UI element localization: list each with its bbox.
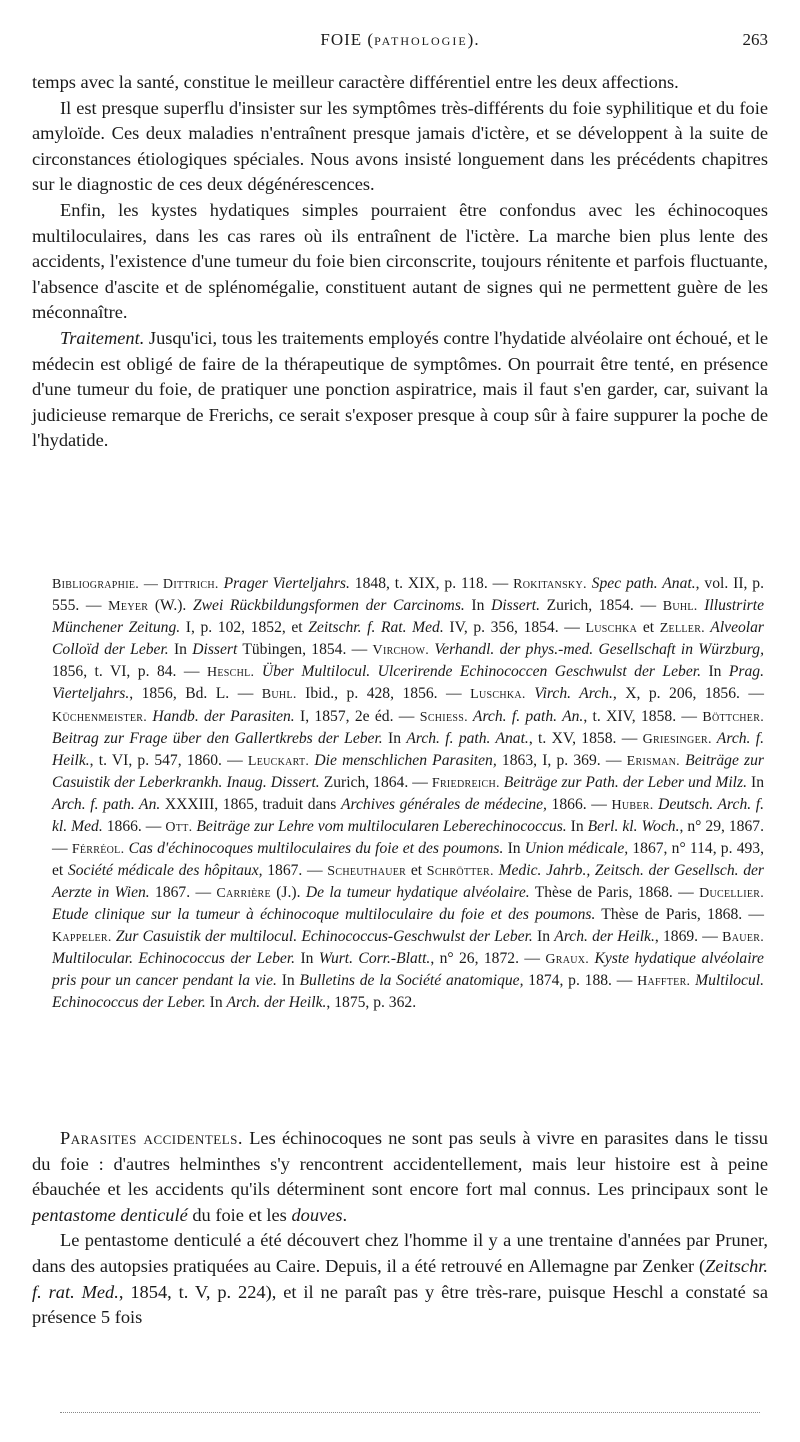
paragraph-treatment: Traitement. Jusqu'ici, tous les traitements employés contre l'hydatide alvéolaire ont échoué, et le médecin est obligé de faire de la thérapeutique de symptômes. On pourrait être tenté, en présence d'une tumeur du foie, de pratiquer une ponction aspiratrice, mais il faut s'en garder, car, suivant la judicieuse remarque de Frerichs, ce serait s'exposer presque à coup sûr à faire suppurer la poche de l'hydatide.	[32, 327, 768, 451]
running-title-smallcaps: PATHOLOGIE	[374, 34, 468, 48]
treatment-heading: Traitement.	[60, 327, 145, 348]
bibliography	[52, 573, 764, 1013]
page-number: 263	[742, 30, 768, 49]
running-header	[32, 30, 768, 58]
bibliography-paragraph: Bibliographie. — Dittrich. Prager Vierteljahrs. 1848, t. XIX, p. 118. — Rokitansky. Spec path. Anat., vol. II, p. 555. — Meyer (W.). Zwei Rückbildungsformen der Carcinoms. In Dissert. Zurich, 1854. — Buhl. Illustrirte Münchener Zeitung. I, p. 102, 1852, et Zeitschr. f. Rat. Med. IV, p. 356, 1854. — Luschka et Zeller. Alveolar Colloïd der Leber. In Dissert Tübingen, 1854. — Virchow. Verhandl. der phys.-med. Gesellschaft in Würzburg, 1856, t. VI, p. 84. — Heschl. Über Multilocul. Ulcerirende Echinococcen Geschwulst der Leber. In Prag. Vierteljahrs., 1856, Bd. L. — Buhl. Ibid., p. 428, 1856. — Luschka. Virch. Arch., X, p. 206, 1856. — Küchenmeister. Handb. der Parasiten. I, 1857, 2e éd. — Schiess. Arch. f. path. An., t. XIV, 1858. — Böttcher. Beitrag zur Frage über den Gallertkrebs der Leber. In Arch. f. path. Anat., t. XV, 1858. — Griesinger. Arch. f. Heilk., t. VI, p. 547, 1860. — Leuckart. Die menschlichen Parasiten, 1863, I, p. 369. — Erisman. Beiträge zur Casuistik der Leberkrankh. Inaug. Dissert. Zurich, 1864. — Friedreich. Beiträge zur Path. der Leber und Milz. In Arch. f. path. An. XXXIII, 1865, traduit dans Archives générales de médecine, 1866. — Huber. Deutsch. Arch. f. kl. Med. 1866. — Ott. Beiträge zur Lehre vom multilocularen Leberechinococcus. In Berl. kl. Woch., n° 29, 1867. — Férréol. Cas d'échinocoques multiloculaires du foie et des poumons. In Union médicale, 1867, n° 114, p. 493, et Société médicale des hôpitaux, 1867. — Scheuthauer et Schrötter. Medic. Jahrb., Zeitsch. der Gesellsch. der Aerzte in Wien. 1867. — Carrière (J.). De la tumeur hydatique alvéolaire. Thèse de Paris, 1868. — Ducellier. Etude clinique sur la tumeur à échinocoque multiloculaire du foie et des poumons. Thèse de Paris, 1868. — Kappeler. Zur Casuistik der multilocul. Echinococcus-Geschwulst der Leber. In Arch. der Heilk., 1869. — Bauer. Multilocular. Echinococcus der Leber. In Wurt. Corr.-Blatt., n° 26, 1872. — Graux. Kyste hydatique alvéolaire pris pour un cancer pendant la vie. In Bulletins de la Société anatomique, 1874, p. 188. — Haffter. Multilocul. Echinococcus der Leber. In Arch. der Heilk., 1875, p. 362.	[52, 575, 765, 1011]
paragraph-continuation: temps avec la santé, constitue le meilleur caractère différentiel entre les deux affections.	[32, 72, 679, 92]
running-title: FOIE (PATHOLOGIE).	[320, 30, 480, 49]
paragraph-hydatid-cysts: Enfin, les kystes hydatiques simples pourraient être confondus avec les échinocoques multiloculaires, dans les cas rares où ils entraînent de l'ictère. La marche bien plus lente des accidents, l'existence d'une tumeur du foie bien circonscrite, toujours rénitente et parfois fluctuante, l'absence d'ascite et de splénomégalie, constituent autant de signes qui ne permettent guère de les méconnaître.	[32, 199, 768, 323]
section-heading-parasites: Parasites accidentels.	[60, 1128, 243, 1148]
paragraph-accidental-parasites: Parasites accidentels. Les échinocoques ne sont pas seuls à vivre en parasites dans le tissu du foie : d'autres helminthes s'y rencontrent accidentellement, mais leur histoire est à peine ébauchée et les accidents qu'ils déterminent sont encore fort mal connus. Les principaux sont le pentastome denticulé du foie et les douves.	[32, 1128, 768, 1225]
main-text-top	[32, 70, 768, 454]
paragraph-syphilitic: Il est presque superflu d'insister sur les symptômes très-différents du foie syphilitique et du foie amyloïde. Ces deux maladies n'entraînent presque jamais d'ictère, et se développent à la suite de circonstances étiologiques spéciales. Nous avons insisté longuement dans les précédents chapitres sur le diagnostic de ces deux dégénérescences.	[32, 97, 768, 195]
main-text-bottom	[32, 1126, 768, 1331]
bleed-through-line	[60, 1412, 760, 1419]
paragraph-pentastome: Le pentastome denticulé a été découvert chez l'homme il y a une trentaine d'années par Pruner, dans des autopsies pratiquées au Caire. Depuis, il a été retrouvé en Allemagne par Zenker (Zeitschr. f. rat. Med., 1854, t. V, p. 224), et il ne paraît pas y être très-rare, puisque Heschl a constaté sa présence 5 fois	[32, 1230, 768, 1328]
